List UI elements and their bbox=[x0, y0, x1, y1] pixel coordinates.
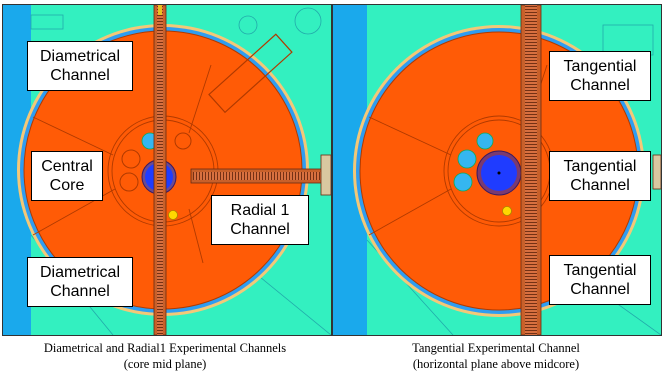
neutron-source bbox=[503, 207, 512, 216]
label-line: Channel bbox=[50, 283, 110, 300]
diametrical-channel bbox=[154, 5, 166, 335]
tangential-channel bbox=[521, 5, 541, 335]
label-line: Radial 1 bbox=[230, 202, 290, 219]
caption-line: Tangential Experimental Channel bbox=[412, 341, 580, 355]
left-reactor-cross-section bbox=[2, 4, 332, 336]
tangential-channel-label-2 bbox=[549, 151, 651, 201]
label-line: Diametrical bbox=[39, 48, 120, 65]
central-core-label bbox=[31, 151, 103, 201]
irradiation-hole bbox=[458, 150, 476, 168]
irradiation-hole bbox=[477, 133, 493, 149]
label-line: Channel bbox=[570, 177, 630, 194]
label-line: Core bbox=[49, 177, 85, 194]
tangential-channel-label-1 bbox=[549, 51, 651, 101]
channel-stub bbox=[653, 155, 661, 189]
caption-line: (horizontal plane above midcore) bbox=[412, 357, 580, 371]
label-line: Central bbox=[41, 158, 93, 175]
right-reactor-cross-section bbox=[332, 4, 662, 336]
diametrical-channel-bottom-label bbox=[27, 257, 133, 307]
neutron-source bbox=[169, 211, 178, 220]
label-line: Channel bbox=[570, 77, 630, 94]
label-line: Tangential bbox=[563, 158, 637, 175]
label-line: Diametrical bbox=[39, 264, 120, 281]
label-line: Channel bbox=[570, 281, 630, 298]
label-line: Tangential bbox=[563, 262, 637, 279]
tangential-channel-label-3 bbox=[549, 255, 651, 305]
diametrical-channel-top-label bbox=[27, 41, 133, 91]
label-line: Channel bbox=[230, 221, 290, 238]
core-center-dot bbox=[498, 172, 501, 175]
caption-line: Diametrical and Radial1 Experimental Channels bbox=[43, 341, 287, 355]
right-figure-caption bbox=[331, 340, 661, 372]
irradiation-hole bbox=[454, 173, 472, 191]
radial-1-channel-label bbox=[211, 195, 309, 245]
left-figure-caption bbox=[0, 340, 330, 372]
caption-line: (core mid plane) bbox=[123, 357, 207, 371]
label-line: Channel bbox=[50, 67, 110, 84]
label-line: Tangential bbox=[563, 58, 637, 75]
